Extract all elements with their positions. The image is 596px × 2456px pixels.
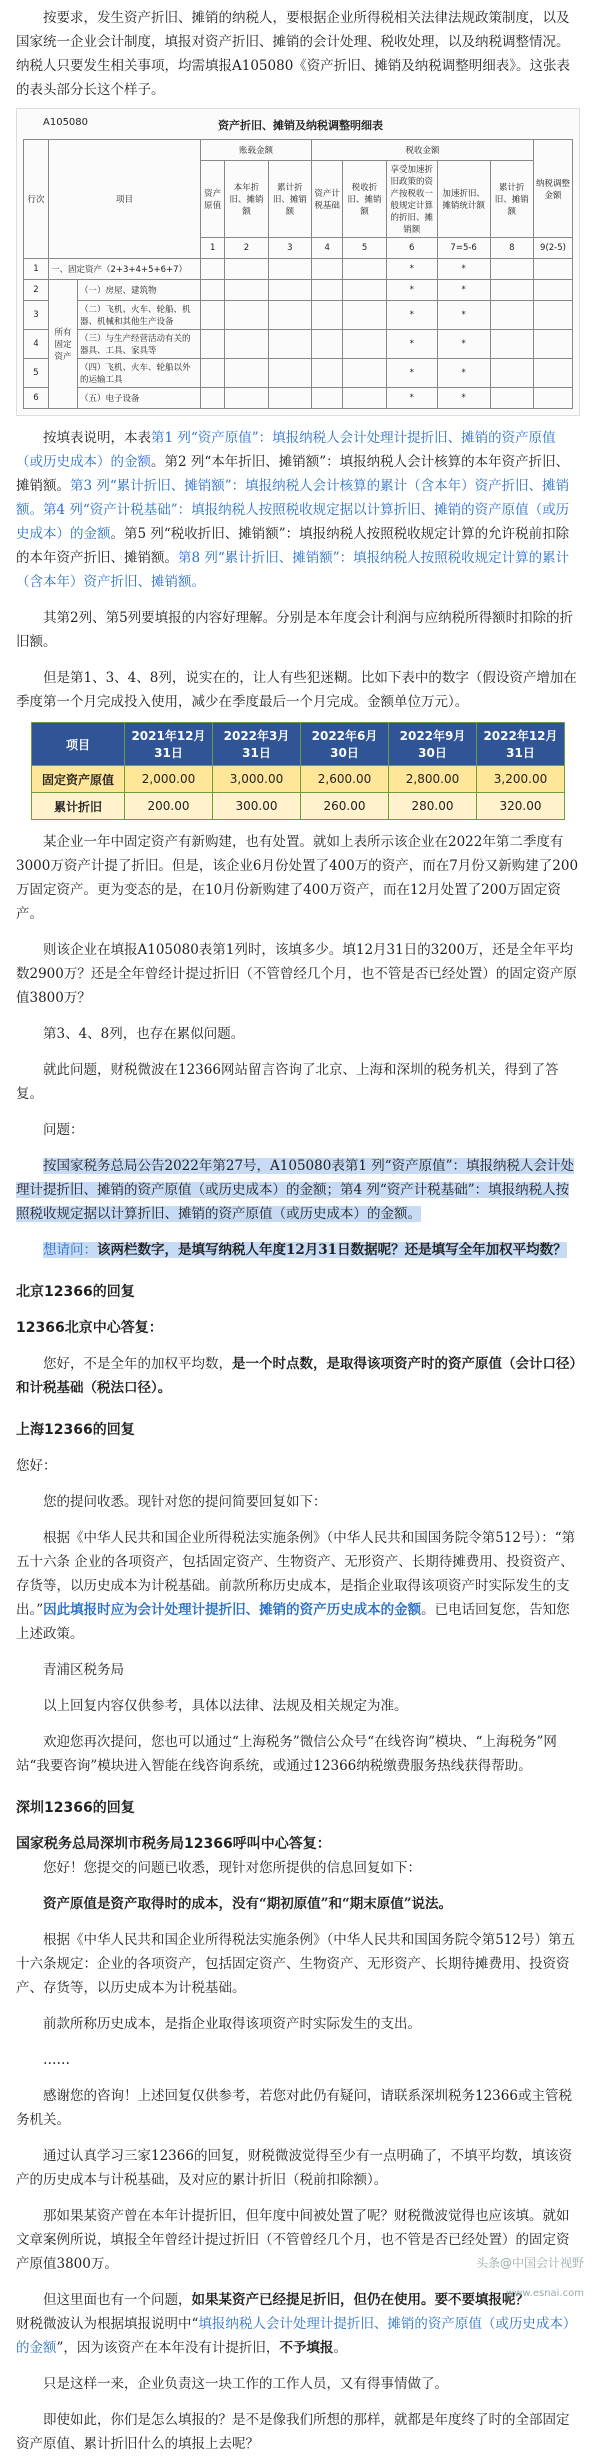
form-num: 7=5-6 [437, 238, 490, 259]
data-header-cell: 2022年6月30日 [301, 723, 389, 766]
shenzhen-key: 资产原值是资产取得时的成本，没有“期初原值”和“期末原值”说法。 [43, 1896, 453, 1912]
form-row-item: （四）飞机、火车、轮船以外的运输工具 [78, 359, 201, 388]
form-col-8: 累计折旧、摊销额 [490, 161, 533, 238]
form-col-4: 资产计税基础 [312, 161, 343, 238]
paragraph-case: 某企业一年中固定资产有新购建，也有处置。就如上表所示该企业在2022年第二季度有3000万资产计提了折旧。但是，该企业6月份处置了400万的资产，而在7月份又新购建了200万固定资产。更为变态的是，在10月份新购建了400万资产，而在12月处置了200万固定资产。 [16, 834, 579, 922]
form-col-9: 纳税调整金额 [534, 140, 573, 238]
form-star: * [437, 259, 490, 280]
form-col-3: 累计折旧、摊销额 [268, 161, 311, 238]
data-cell: 2,000.00 [125, 766, 213, 793]
form-row-seq: 3 [24, 301, 49, 330]
shanghai-p2 [16, 1526, 580, 1646]
form-num: 4 [312, 238, 343, 259]
form-row-seq: 6 [24, 388, 49, 409]
shanghai-p2-text: 根据《中华人民共和国企业所得税法实施条例》（中华人民共和国国务院令第512号）：“第五十六条 企业的各项资产，包括固定资产、生物资产、无形资产、长期待摊费用、投资资产、存货等，以历史成本为计税基础。前款所称历史成本，是指企业取得该项资产时实际发生的支出。” [16, 1530, 576, 1618]
shanghai-p2-tail: 。已电话回复您，告知您上述政策。 [16, 1602, 570, 1642]
form-star: * [386, 388, 437, 409]
form-num: 1 [201, 238, 225, 259]
form-row-item: 一、固定资产（2+3+4+5+6+7） [49, 259, 201, 280]
data-cell: 200.00 [125, 793, 213, 820]
form-num: 3 [268, 238, 311, 259]
question-ask [16, 1238, 580, 1262]
tail-p3 [16, 2288, 580, 2312]
data-header-cell: 2022年9月30日 [389, 723, 477, 766]
shanghai-title: 上海12366的回复 [16, 1422, 135, 1438]
shenzhen-p2: 前款所称历史成本，是指企业取得该项资产时实际发生的支出。 [43, 2016, 421, 2032]
data-cell: 280.00 [389, 793, 477, 820]
form-row-item: （二）飞机、火车、轮船、机器、机械和其他生产设备 [78, 301, 201, 330]
shenzhen-p1: 根据《中华人民共和国企业所得税法实施条例》（中华人民共和国国务院令第512号）第五十六条规定：企业的各项资产，包括固定资产、生物资产、无形资产、长期待摊费用、投资资产、存货等，以历史成本为计税基础。 [16, 1932, 576, 1996]
watermark: 头条@中国会计视野 [475, 2256, 584, 2270]
form-col-2: 本年折旧、摊销额 [225, 161, 268, 238]
watermark-url: www.esnai.com [506, 2288, 584, 2299]
data-cell: 320.00 [477, 793, 565, 820]
shenzhen-p3: 感谢您的咨询！上述回复仅供参考，若您对此仍有疑问，请联系深圳税务12366或主管税务机关。 [16, 2088, 572, 2128]
form-row-seq: 2 [24, 280, 49, 301]
shanghai-hello: 您好： [16, 1458, 57, 1474]
paragraph-question-col1: 则该企业在填报A105080表第1列时，该填多少。填12月31日的3200万，还是全年平均数2900万？还是全年曾经计提过折旧（不管曾经几个月，也不管是否已经处置）的固定资产原值3800万？ [16, 942, 577, 1006]
explain-d: 第3 列“累计折旧、摊销额”：填报纳税人会计核算的累计（含本年）资产折旧、摊销额。第4 列“资产计税基础”：填报纳税人按照税收规定据以计算折旧、摊销的资产原值（或历史成本）的金额 [16, 478, 570, 542]
question-label: 问题： [43, 1122, 84, 1138]
paragraph-cols-confusing: 但是第1、3、4、8列，说实在的，让人有些犯迷糊。比如下表中的数字（假设资产增加在季度第一个月完成投入使用，减少在季度最后一个月完成。金额单位万元）。 [16, 670, 577, 710]
form-col-item: 项目 [49, 140, 201, 259]
explain-c: 。第2 列“本年折旧、摊销额”：填报纳税人会计核算的本年资产折旧、摊销额。 [16, 454, 570, 494]
tail-p4-b: 填报纳税人会计处理计提折旧、摊销的资产原值（或历史成本）的金额 [16, 2316, 577, 2356]
form-row-seq: 4 [24, 330, 49, 359]
form-row-item: （五）电子设备 [78, 388, 201, 409]
form-table [23, 139, 573, 409]
form-star: * [386, 259, 437, 280]
tail-p3-b: 如果某资产已经提足折旧，但仍在使用。要不要填报呢？ [191, 2292, 529, 2308]
tail-p4-d: 不予填报 [279, 2340, 334, 2356]
intro-paragraph: 按要求，发生资产折旧、摊销的纳税人，要根据企业所得税相关法律法规政策制度，以及国家统一企业会计制度，填报对资产折旧、摊销的会计处理、税收处理，以及纳税调整情况。纳税人只要发生相关事项，均需填报A105080《资产折旧、摊销及纳税调整明细表》。这张表的表头部分长这个样子。 [16, 10, 571, 98]
shenzhen-title: 深圳12366的回复 [16, 1800, 135, 1816]
form-star: * [386, 301, 437, 330]
table-row [32, 793, 565, 820]
form-row-item: （一）房屋、建筑物 [78, 280, 201, 301]
data-cell: 累计折旧 [32, 793, 125, 820]
explain-f: 第8 列“累计折旧、摊销额”：填报纳税人按照税收规定计算的累计（含本年）资产折旧、摊销额。 [16, 550, 570, 590]
form-title: 资产折旧、摊销及纳税调整明细表 [218, 119, 383, 132]
form-star: * [437, 280, 490, 301]
form-star: * [386, 359, 437, 388]
form-num: 8 [490, 238, 533, 259]
data-cell: 2,600.00 [301, 766, 389, 793]
form-table-image [16, 108, 580, 416]
data-header-cell: 项目 [32, 723, 125, 766]
data-cell: 300.00 [213, 793, 301, 820]
form-col-7: 加速折旧、摊销统计额 [437, 161, 490, 238]
form-star: * [437, 388, 490, 409]
form-star: * [386, 330, 437, 359]
form-num: 2 [225, 238, 268, 259]
asset-data-table [31, 722, 565, 820]
tail-p4 [16, 2312, 580, 2360]
form-code: A105080 [43, 117, 89, 128]
question-text [16, 1154, 580, 1226]
shanghai-bureau: 青浦区税务局 [43, 1662, 124, 1678]
form-row-group: 所有固定资产 [49, 280, 78, 409]
shenzhen-dots: …… [43, 2052, 70, 2068]
tail-p5: 只是这样一来，企业负责这一块工作的工作人员，又有得事情做了。 [43, 2376, 448, 2392]
table-row [32, 766, 565, 793]
shanghai-p2-highlight: 因此填报时应为会计处理计提折旧、摊销的资产历史成本的金额 [43, 1602, 422, 1618]
explain-e: 。第5 列“税收折旧、摊销额”：填报纳税人按照税收规定计算的允许税前扣除的本年资产折旧、摊销额。 [16, 526, 570, 566]
tail-p3-a: 但这里面也有一个问题， [43, 2292, 192, 2308]
shanghai-p1: 您的提问收悉。现针对您的提问简要回复如下： [43, 1494, 327, 1510]
data-cell: 3,200.00 [477, 766, 565, 793]
form-row-item: （三）与生产经营活动有关的器具、工具、家具等 [78, 330, 201, 359]
data-cell: 3,000.00 [213, 766, 301, 793]
data-header-cell: 2021年12月31日 [125, 723, 213, 766]
tail-p6: 即使如此，你们是怎么填报的？是不是像我们所想的那样，就都是年度终了时的全部固定资产原值、累计折旧什么的填报上去呢？ [16, 2412, 570, 2452]
tail-p1: 通过认真学习三家12366的回复，财税微波觉得至少有一点明确了，不填平均数，填该资产的历史成本与计税基础，及对应的累计折旧（税前扣除额）。 [16, 2148, 572, 2188]
data-cell: 固定资产原值 [32, 766, 125, 793]
shenzhen-hello: 您好！您提交的问题已收悉，现针对您所提供的信息回复如下： [43, 1860, 421, 1876]
question-highlight: 按国家税务总局公告2022年第27号，A105080表第1 列“资产原值”：填报纳税人会计处理计提折旧、摊销的资产原值（或历史成本）的金额；第4 列“资产计税基础”：填报纳税人按照税收规定据以计算折旧、摊销的资产原值（或历史成本）的金额。 [16, 1158, 575, 1222]
form-row-seq: 5 [24, 359, 49, 388]
paragraph-consult: 就此问题，财税微波在12366网站留言咨询了北京、上海和深圳的税务机关，得到了答复。 [16, 1062, 559, 1102]
tail-p4-a: 财税微波认为根据填报说明中“ [16, 2316, 199, 2332]
form-col-seq: 行次 [24, 140, 49, 259]
ask-text: 该两栏数字，是填写纳税人年度12月31日数据呢？还是填写全年加权平均数？ [97, 1242, 567, 1258]
form-col-1: 资产原值 [201, 161, 225, 238]
form-star: * [437, 330, 490, 359]
data-header-cell: 2022年12月31日 [477, 723, 565, 766]
shanghai-p4: 欢迎您再次提问，您也可以通过“上海税务”微信公众号“在线咨询”模块、“上海税务”网站“我要咨询”模块进入智能在线咨询系统，或通过12366纳税缴费服务热线获得帮助。 [16, 1734, 557, 1774]
beijing-body-b: 是一个时点数，是取得该项资产时的资产原值（会计口径）和计税基础（税法口径）。 [16, 1356, 577, 1396]
form-col-tax: 税收金额 [312, 140, 534, 161]
form-star: * [437, 359, 490, 388]
data-cell: 2,800.00 [389, 766, 477, 793]
explain-paragraph [16, 426, 580, 594]
tail-p2: 那如果某资产曾在本年计提折旧，但年度中间被处置了呢？财税微波觉得也应该填。就如文章案例所说，填报全年曾经计提过折旧（不管曾经几个月，也不管是否已经处置）的固定资产原值3800万。 [16, 2208, 570, 2272]
data-cell: 260.00 [301, 793, 389, 820]
shanghai-p3: 以上回复内容仅供参考，具体以法律、法规及相关规定为准。 [43, 1698, 408, 1714]
explain-a: 按填表说明，本表 [43, 430, 151, 446]
form-num: 6 [386, 238, 437, 259]
tail-p4-c: ”，因为该资产在本年没有计提折旧， [56, 2340, 280, 2356]
beijing-center: 12366北京中心答复： [16, 1320, 163, 1336]
shenzhen-center: 国家税务总局深圳市税务局12366呼叫中心答复： [16, 1836, 331, 1852]
form-num: 9(2-5) [534, 238, 573, 259]
beijing-body-a: 您好，不是全年的加权平均数， [43, 1356, 232, 1372]
paragraph-cols-348: 第3、4、8列，也存在累似问题。 [43, 1026, 245, 1042]
data-header-cell: 2022年3月31日 [213, 723, 301, 766]
form-star: * [437, 301, 490, 330]
form-col-6: 享受加速折旧政策的资产按税收一般规定计算的折旧、摊销额 [386, 161, 437, 238]
beijing-body [16, 1352, 580, 1400]
ask-prefix: 想请问： [43, 1242, 97, 1258]
form-col-account: 账载金额 [201, 140, 312, 161]
form-col-5: 税收折旧、摊销额 [343, 161, 386, 238]
explain-b: 第1 列“资产原值”：填报纳税人会计处理计提折旧、摊销的资产原值（或历史成本）的金额 [16, 430, 556, 470]
form-star: * [386, 280, 437, 301]
form-row-seq: 1 [24, 259, 49, 280]
tail-p4-e: 。 [333, 2340, 347, 2356]
form-num: 5 [343, 238, 386, 259]
beijing-title: 北京12366的回复 [16, 1284, 135, 1300]
paragraph-cols-2-5: 其第2列、第5列要填报的内容好理解。分别是本年度会计利润与应纳税所得额时扣除的折旧额。 [16, 610, 574, 650]
